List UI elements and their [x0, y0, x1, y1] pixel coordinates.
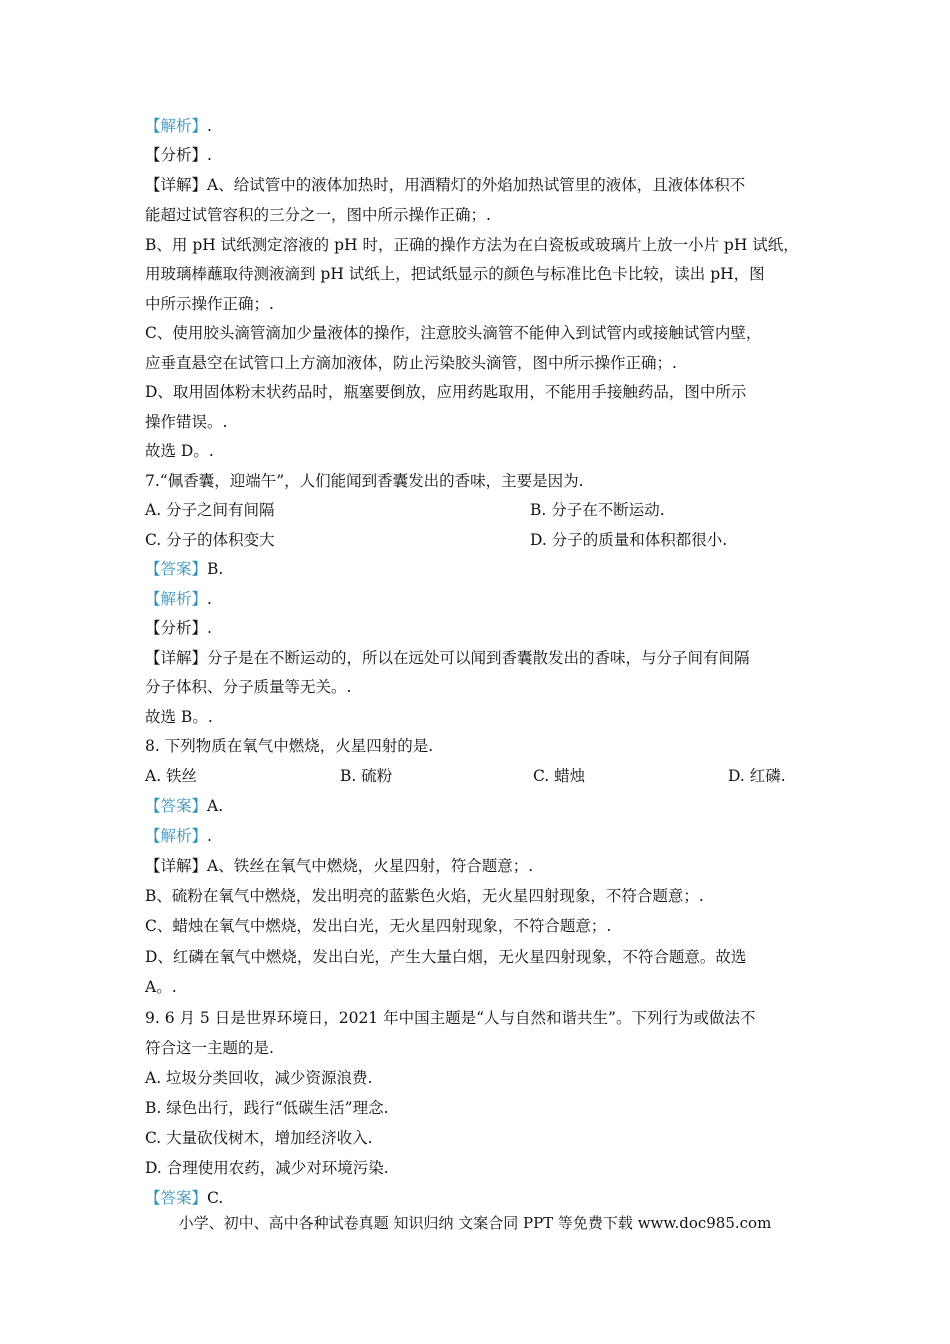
detail-tag: 【详解】 — [145, 857, 208, 875]
footer-text: 小学、初中、高中各种试卷真题 知识归纳 文案合同 PPT 等免费下载 www.doc985.com — [178, 1214, 772, 1232]
text-line: D、红磷在氧气中燃烧，发出白光，产生大量白烟，无火星四射现象，不符合题意。故选 — [145, 948, 747, 966]
q9-option-b: B. 绿色出行，践行“低碳生活”理念. — [145, 1099, 389, 1117]
page-footer — [0, 1213, 950, 1233]
text-line: B、用 pH 试纸测定溶液的 pH 时，正确的操作方法为在白瓷板或玻璃片上放一小片 pH 试纸， — [145, 236, 799, 254]
analysis-line: 【分析】. — [145, 146, 212, 164]
text-line: C、使用胶头滴管滴加少量液体的操作，注意胶头滴管不能伸入到试管内或接触试管内壁， — [145, 324, 762, 342]
text-line: 用玻璃棒蘸取待测液滴到 pH 试纸上，把试纸显示的颜色与标准比色卡比较，读出 pH，图 — [145, 265, 765, 283]
q9-option-c: C. 大量砍伐树木，增加经济收入. — [145, 1129, 373, 1147]
q8-option-b: B. 硫粉 — [340, 767, 393, 785]
q8-option-a: A. 铁丝 — [145, 767, 198, 785]
detail-line: 【详解】A、铁丝在氧气中燃烧，火星四射，符合题意；. — [145, 857, 534, 875]
analysis-line: 【解析】. — [145, 117, 212, 135]
q7-option-d: D. 分子的质量和体积都很小. — [530, 531, 728, 549]
answer-tag: 【答案】 — [145, 560, 208, 578]
detail-tag: 【详解】 — [145, 649, 208, 667]
text-line: B、硫粉在氧气中燃烧，发出明亮的蓝紫色火焰，无火星四射现象，不符合题意；. — [145, 887, 704, 905]
text-line: 能超过试管容积的三分之一，图中所示操作正确；. — [145, 206, 491, 224]
text-line: 中所示操作正确；. — [145, 295, 274, 313]
question-8: 8. 下列物质在氧气中燃烧，火星四射的是. — [145, 737, 434, 755]
answer-line: 【答案】B. — [145, 560, 224, 578]
analysis-tag: 【解析】 — [145, 827, 208, 845]
q8-option-c: C. 蜡烛 — [533, 767, 586, 785]
detail-tag: 【详解】 — [145, 176, 208, 194]
text-line: 应垂直悬空在试管口上方滴加液体，防止污染胶头滴管，图中所示操作正确；. — [145, 354, 677, 372]
question-9-cont: 符合这一主题的是. — [145, 1039, 274, 1057]
analysis-line: 【分析】. — [145, 619, 212, 637]
text-line: 故选 D。. — [145, 442, 214, 460]
analysis-tag: 【解析】 — [145, 117, 208, 135]
q8-option-d: D. 红磷. — [728, 767, 786, 785]
q7-option-b: B. 分子在不断运动. — [530, 501, 665, 519]
answer-line: 【答案】C. — [145, 1189, 224, 1207]
analysis-line: 【解析】. — [145, 827, 212, 845]
question-7: 7.“佩香囊，迎端午”，人们能闻到香囊发出的香味，主要是因为. — [145, 472, 584, 490]
answer-tag: 【答案】 — [145, 1189, 208, 1207]
text-line: 分子体积、分子质量等无关。. — [145, 678, 352, 696]
analysis-tag: 【分析】 — [145, 619, 208, 637]
text-line: 操作错误。. — [145, 413, 228, 431]
detail-line: 【详解】A、给试管中的液体加热时，用酒精灯的外焰加热试管里的液体，且液体体积不 — [145, 176, 746, 194]
answer-tag: 【答案】 — [145, 797, 208, 815]
q9-option-a: A. 垃圾分类回收，减少资源浪费. — [145, 1069, 373, 1087]
text-line: C、蜡烛在氧气中燃烧，发出白光，无火星四射现象，不符合题意；. — [145, 917, 612, 935]
text-line: D、取用固体粉末状药品时，瓶塞要倒放，应用药匙取用，不能用手接触药品，图中所示 — [145, 383, 747, 401]
analysis-tag: 【解析】 — [145, 590, 208, 608]
q7-option-c: C. 分子的体积变大 — [145, 531, 275, 549]
answer-line: 【答案】A. — [145, 797, 224, 815]
text-line: A。. — [145, 978, 177, 996]
q7-option-a: A. 分子之间有间隔 — [145, 501, 275, 519]
analysis-tag: 【分析】 — [145, 146, 208, 164]
question-9: 9. 6 月 5 日是世界环境日，2021 年中国主题是“人与自然和谐共生”。下列行为或做法不 — [145, 1009, 756, 1027]
detail-line: 【详解】分子是在不断运动的，所以在远处可以闻到香囊散发出的香味，与分子间有间隔 — [145, 649, 750, 667]
q9-option-d: D. 合理使用农药，减少对环境污染. — [145, 1159, 389, 1177]
text-line: 故选 B。. — [145, 708, 213, 726]
analysis-line: 【解析】. — [145, 590, 212, 608]
